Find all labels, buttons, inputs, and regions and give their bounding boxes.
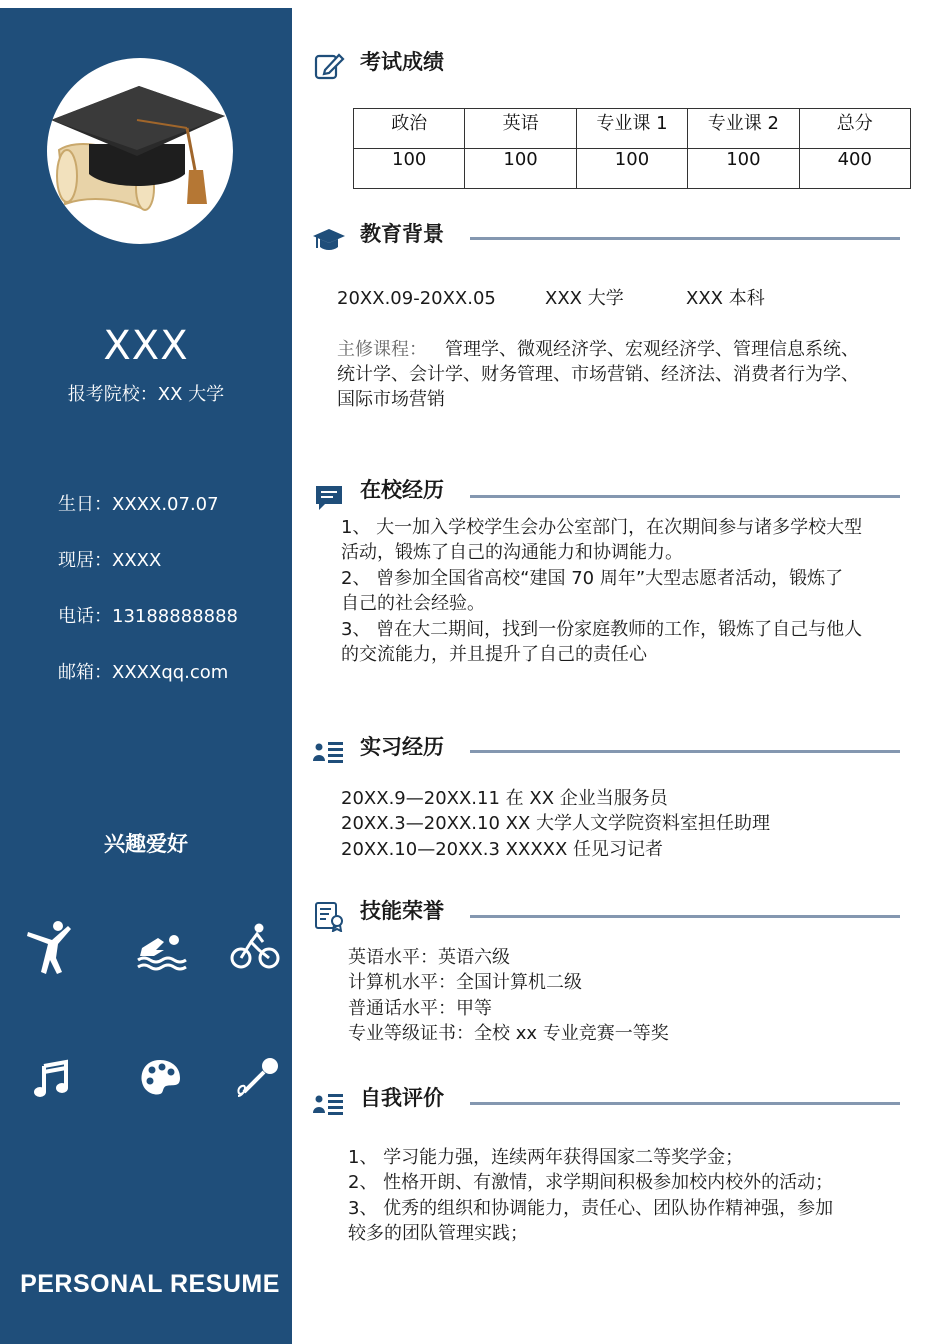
skill-line: 专业等级证书：全校 xx 专业竞赛一等奖 [348,1023,669,1044]
campus-line: 活动，锻炼了自己的沟通能力和协调能力。 [341,542,683,563]
education-title: 教育背景 [360,222,444,246]
yoga-icon [22,916,82,976]
internship-title: 实习经历 [360,735,444,759]
internship-line: 20XX.9—20XX.11 在 XX 企业当服务员 [341,788,668,809]
user-list-icon [313,737,345,769]
campus-divider [470,495,900,498]
palette-icon [130,1048,190,1108]
self-evaluation-line: 1、 学习能力强，连续两年获得国家二等奖学金； [348,1147,744,1168]
profile-name: XXX [103,323,189,369]
header-cell: 专业课 1 [576,109,687,149]
self-evaluation-divider [470,1102,900,1105]
score-cell: 100 [688,149,799,189]
music-icon [22,1048,82,1108]
graduation-cap-icon [313,224,345,256]
campus-line: 1、 大一加入学校学生会办公室部门，在次期间参与诸多学校大型 [341,517,863,538]
education-degree: XXX 本科 [686,288,765,309]
campus-line: 3、 曾在大二期间，找到一份家庭教师的工作，锻炼了自己与他人 [341,619,863,640]
target-school: 报考院校：XX 大学 [67,384,225,405]
campus-line: 2、 曾参加全国省高校“建国 70 周年”大型志愿者活动，锻炼了 [341,568,844,589]
self-evaluation-title: 自我评价 [360,1086,444,1110]
score-cell: 100 [576,149,687,189]
header-cell: 英语 [465,109,576,149]
campus-experience-title: 在校经历 [360,478,444,502]
sidebar [0,8,292,1344]
microphone-icon [228,1048,288,1108]
self-evaluation-line: 2、 性格开朗、有激情，求学期间积极参加校内校外的活动； [348,1172,834,1193]
internship-line: 20XX.10—20XX.3 XXXXX 任见习记者 [341,839,664,860]
chat-bubble-icon [313,482,345,514]
certificate-icon [313,900,345,932]
courses-line: 统计学、会计学、财务管理、市场营销、经济法、消费者行为学、 [337,364,859,385]
campus-line: 的交流能力，并且提升了自己的责任心 [341,644,647,665]
education-university: XXX 大学 [545,288,624,309]
user-list-icon [313,1089,345,1121]
self-evaluation-line: 3、 优秀的组织和协调能力，责任心、团队协作精神强，参加 [348,1198,834,1219]
cycling-icon [225,920,285,980]
birthday-text: 生日：XXXX.07.07 [58,494,219,515]
email-text: 邮箱：XXXXqq.com [58,662,229,683]
hobbies-title: 兴趣爱好 [104,832,188,856]
campus-line: 自己的社会经验。 [341,593,485,614]
scores-header-row [354,109,911,149]
skill-line: 普通话水平：甲等 [348,998,492,1019]
skills-title: 技能荣誉 [360,899,444,923]
edit-icon [313,50,345,82]
header-cell: 总分 [799,109,910,149]
personal-resume-label: PERSONAL RESUME [20,1270,280,1298]
phone-text: 电话：13188888888 [58,606,238,627]
scores-table [353,108,911,189]
residence-text: 现居：XXXX [58,550,162,571]
education-divider [470,237,900,240]
avatar [47,58,233,244]
internship-line: 20XX.3—20XX.10 XX 大学人文学院资料室担任助理 [341,813,771,834]
exam-scores-title: 考试成绩 [360,50,444,74]
courses-label: 主修课程： [337,339,427,360]
skill-line: 计算机水平：全国计算机二级 [348,972,582,993]
skill-line: 英语水平：英语六级 [348,947,510,968]
courses-line: 管理学、微观经济学、宏观经济学、管理信息系统、 [445,339,859,360]
score-cell: 400 [799,149,910,189]
swimming-icon [132,920,192,980]
self-evaluation-line: 较多的团队管理实践； [348,1223,528,1244]
courses-line: 国际市场营销 [337,389,445,410]
graduation-cap-image [47,58,233,244]
skills-divider [470,915,900,918]
internship-divider [470,750,900,753]
score-cell: 100 [465,149,576,189]
scores-value-row [354,149,911,189]
score-cell: 100 [354,149,465,189]
header-cell: 政治 [354,109,465,149]
header-cell: 专业课 2 [688,109,799,149]
education-period: 20XX.09-20XX.05 [337,288,496,309]
